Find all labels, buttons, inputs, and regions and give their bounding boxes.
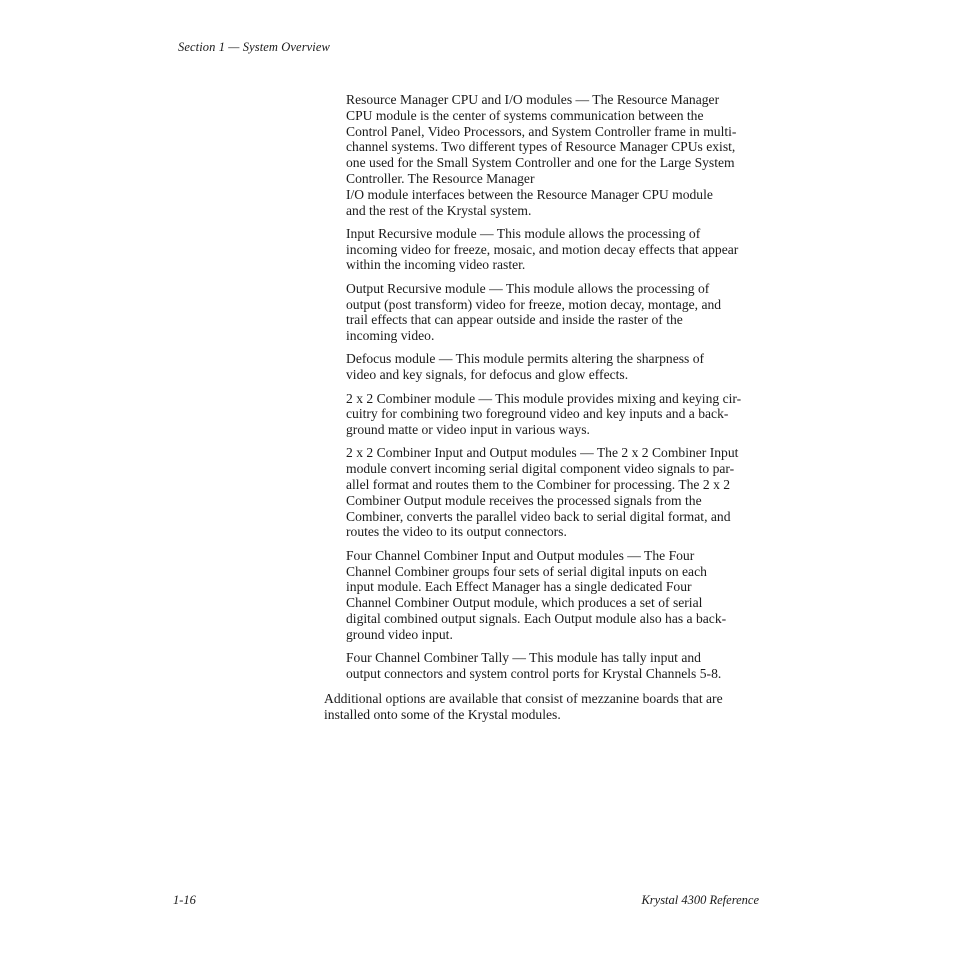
text-line: Defocus module — This module permits altering the sharpness of [346, 351, 705, 367]
text-line: Combiner Output module receives the processed signals from the [346, 492, 702, 508]
text-line: and the rest of the Krystal system. [346, 202, 532, 218]
text-line: Output Recursive module — This module allows the processing of [346, 280, 710, 296]
running-footer-title: Krystal 4300 Reference [641, 893, 759, 907]
text-line: ground matte or video input in various ways. [346, 422, 590, 438]
text-line: Control Panel, Video Processors, and System Controller frame in multi- [346, 123, 737, 139]
text-line: Channel Combiner Output module, which produces a set of serial [346, 595, 703, 611]
text-line: 2 x 2 Combiner module — This module provides mixing and keying cir- [346, 390, 742, 406]
text-line: channel systems. Two different types of Resource Manager CPUs exist, [346, 139, 736, 155]
text-line: within the incoming video raster. [346, 257, 526, 273]
text-line: CPU module is the center of systems communication between the [346, 107, 704, 123]
text-line: Resource Manager CPU and I/O modules — The Resource Manager [346, 92, 720, 107]
module-item-four-channel-combiner-io [346, 548, 764, 643]
text-line: Four Channel Combiner Input and Output modules — The Four [346, 547, 695, 563]
module-item-output-recursive [346, 281, 764, 344]
text-line: Input Recursive module — This module allows the processing of [346, 225, 701, 241]
text-line: Controller. The Resource Manager [346, 170, 535, 186]
text-line: Four Channel Combiner Tally — This module has tally input and [346, 650, 701, 665]
text-line: incoming video for freeze, mosaic, and motion decay effects that appear [346, 241, 739, 257]
text-line: I/O module interfaces between the Resource Manager CPU module [346, 186, 713, 202]
page-number: 1-16 [173, 893, 196, 907]
text-line: Combiner, converts the parallel video back to serial digital format, and [346, 508, 731, 524]
text-line: incoming video. [346, 328, 435, 344]
module-item-2x2-combiner [346, 391, 764, 438]
text-line: installed onto some of the Krystal modules. [324, 706, 561, 722]
text-line: module convert incoming serial digital component video signals to par- [346, 461, 735, 477]
module-item-four-channel-combiner-tally [346, 650, 764, 682]
closing-paragraph [324, 691, 764, 723]
text-line: digital combined output signals. Each Output module also has a back- [346, 610, 727, 626]
text-line: cuitry for combining two foreground video and key inputs and a back- [346, 406, 729, 422]
text-line: output (post transform) video for freeze, motion decay, montage, and [346, 296, 722, 312]
text-line: output connectors and system control ports for Krystal Channels 5-8. [346, 665, 722, 681]
text-line: input module. Each Effect Manager has a single dedicated Four [346, 579, 692, 595]
text-line: video and key signals, for defocus and glow effects. [346, 367, 629, 383]
running-header: Section 1 — System Overview [178, 40, 330, 54]
module-item-resource-manager [346, 92, 764, 218]
text-line: one used for the Small System Controller and one for the Large System [346, 155, 735, 171]
text-line: 2 x 2 Combiner Input and Output modules — The 2 x 2 Combiner Input [346, 445, 739, 461]
text-line: Additional options are available that consist of mezzanine boards that are [324, 691, 723, 706]
text-line: trail effects that can appear outside and inside the raster of the [346, 312, 683, 328]
text-line: Channel Combiner groups four sets of serial digital inputs on each [346, 563, 707, 579]
text-line: routes the video to its output connectors. [346, 524, 567, 540]
module-item-defocus [346, 351, 764, 383]
module-item-2x2-combiner-io [346, 445, 764, 540]
text-line: ground video input. [346, 626, 453, 642]
module-list [346, 92, 764, 689]
module-item-input-recursive [346, 226, 764, 273]
text-line: allel format and routes them to the Combiner for processing. The 2 x 2 [346, 477, 731, 493]
